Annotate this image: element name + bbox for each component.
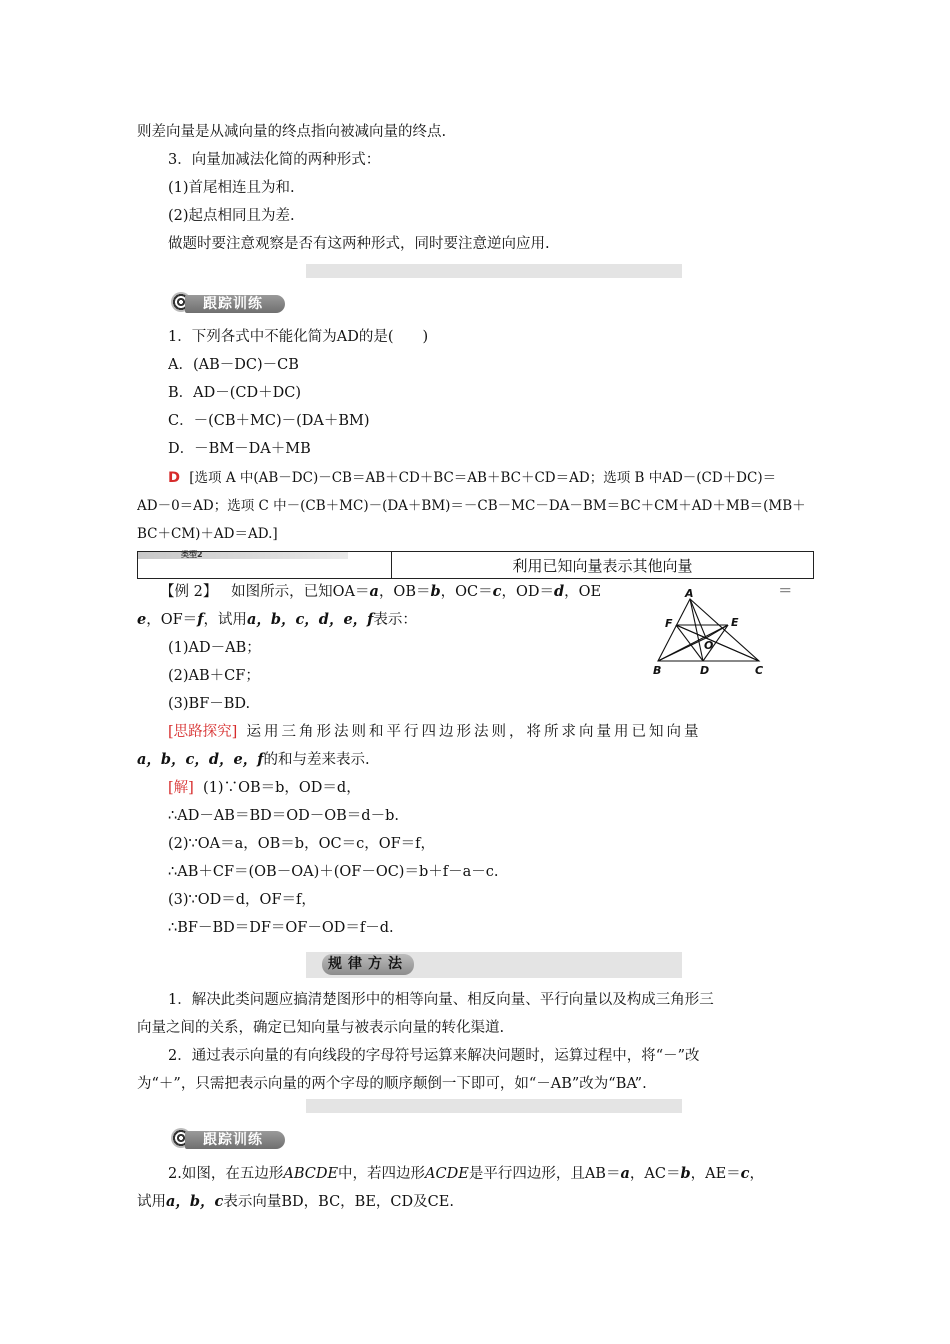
q2-text: 是平行四边形，且AB＝ <box>468 1166 621 1182</box>
var-d: d <box>553 583 565 600</box>
ex2-line-2 <box>137 606 637 634</box>
solution-line-3: (2)∵OA＝a，OB＝b，OC＝c，OF＝f， <box>168 836 436 852</box>
ex2-part-1: (1)AD－AB； <box>168 640 261 656</box>
solution-tag: [解] <box>168 780 194 796</box>
intro-line-5: 做题时要注意观察是否有这两种形式，同时要注意逆向应用. <box>168 236 550 252</box>
rules-line-3: 2．通过表示向量的有向线段的字母符号运算来解决问题时，运算过程中，将“－”改 <box>168 1048 700 1064</box>
q2-text: 2.如图，在五边形 <box>168 1166 284 1182</box>
var-a: a <box>620 1165 630 1182</box>
ex2-text: ，OF＝ <box>146 612 198 628</box>
q1-explanation-1 <box>168 464 815 492</box>
section-divider-2 <box>306 1099 682 1113</box>
solution-line-6: ∴BF－BD＝DF＝OF－OD＝f－d. <box>168 920 394 936</box>
var-e: e <box>137 611 147 628</box>
badge-label-2: 跟踪训练 <box>185 1131 285 1149</box>
intro-line-2: 3．向量加减法化简的两种形式： <box>168 152 381 168</box>
label-f: F <box>665 617 673 630</box>
rules-title: 规律方法 <box>322 954 414 975</box>
q1-answer: D <box>168 470 181 486</box>
q2-abcde: ABCDE <box>283 1166 339 1182</box>
q2-line-2 <box>137 1188 815 1216</box>
ex2-label: 【例 2】 <box>160 584 218 600</box>
q1-explanation-2: AD－0＝AD；选项 C 中－(CB＋MC)－(DA＋BM)＝－CB－MC－DA－BM＝BC＋CM＋AD＋MB＝(MB＋ <box>137 498 806 514</box>
type-tag: 类型2 <box>181 550 203 559</box>
label-o: O <box>704 639 714 652</box>
solution-line-2: ∴AD－AB＝BD＝OD－OB＝d－b. <box>168 808 399 824</box>
ex2-text: ，OD＝ <box>501 584 554 600</box>
label-a: A <box>685 588 694 600</box>
thinking-text-2: 的和与差来表示. <box>263 752 370 768</box>
q2-text: 中，若四边形 <box>338 1166 426 1182</box>
segment-bo <box>658 638 706 661</box>
q2-text: ， <box>749 1166 764 1182</box>
q1-option-c: C．－(CB＋MC)－(DA＋BM) <box>168 413 370 429</box>
ex2-part-3: (3)BF－BD. <box>168 696 251 712</box>
type-tag-bar <box>138 552 348 559</box>
thinking-line-1 <box>168 718 815 746</box>
label-d: D <box>700 664 710 677</box>
thinking-tag: [思路探究] <box>168 724 238 740</box>
q1-explanation-3: BC＋CM)＋AD＝AD.] <box>137 526 278 542</box>
q2-text: 试用 <box>137 1194 166 1210</box>
solution-line-5: (3)∵OD＝d，OF＝f， <box>168 892 316 908</box>
badge-label: 跟踪训练 <box>185 295 285 313</box>
var-c: c <box>492 583 502 600</box>
thinking-vars: a，b，c，d，e，f <box>137 751 264 768</box>
thinking-text: 运用三角形法则和平行四边形法则，将所求向量用已知向量 <box>246 724 702 740</box>
ex2-text: ，OC＝ <box>440 584 493 600</box>
ex2-text: ，OB＝ <box>378 584 431 600</box>
q2-acde: ACDE <box>425 1166 469 1182</box>
q1-option-d: D．－BM－DA＋MB <box>168 441 311 457</box>
rules-line-1: 1．解决此类问题应搞清楚图形中的相等向量、相反向量、平行向量以及构成三角形三 <box>168 992 714 1008</box>
var-a: a <box>369 583 379 600</box>
ex2-equals: ＝ <box>778 584 793 600</box>
q2-text: 表示向量BD，BC，BE，CD及CE. <box>223 1194 454 1210</box>
segment-eo <box>706 625 728 638</box>
label-e: E <box>731 616 739 629</box>
solution-line-1 <box>168 774 815 802</box>
intro-line-4: (2)起点相同且为差. <box>168 208 295 224</box>
intro-line-3: (1)首尾相连且为和. <box>168 180 295 196</box>
q2-line-1 <box>168 1160 815 1188</box>
q2-vars: a，b，c <box>166 1193 224 1210</box>
type-header-box <box>137 551 814 579</box>
ex2-text: ，试用 <box>203 612 247 628</box>
ex2-part-2: (2)AB＋CF； <box>168 668 260 684</box>
tracking-practice-badge-2 <box>171 1128 287 1150</box>
triangle-figure <box>648 588 774 678</box>
type-title: 利用已知向量表示其他向量 <box>512 557 693 575</box>
tracking-practice-badge <box>171 292 287 314</box>
ex2-text: 如图所示，已知OA＝ <box>231 584 370 600</box>
rules-line-4: 为“＋”，只需把表示向量的两个字母的顺序颠倒一下即可，如“－AB”改为“BA”. <box>137 1076 647 1092</box>
var-b: b <box>430 583 441 600</box>
var-f: f <box>197 611 204 628</box>
q2-text: ，AE＝ <box>690 1166 741 1182</box>
q2-text: ，AC＝ <box>629 1166 681 1182</box>
rules-banner <box>306 952 682 978</box>
solution-text: (1)∵OB＝b，OD＝d， <box>203 780 361 796</box>
thinking-line-2 <box>137 746 815 774</box>
intro-line-1: 则差向量是从减向量的终点指向被减向量的终点. <box>137 124 447 140</box>
q1-option-a: A．(AB－DC)－CB <box>168 357 299 373</box>
q1-option-b: B．AD－(CD＋DC) <box>168 385 302 401</box>
segment-co <box>706 638 759 661</box>
label-c: C <box>755 664 764 677</box>
label-b: B <box>653 664 662 677</box>
ex2-text: ，OE <box>564 584 602 600</box>
rules-line-2: 向量之间的关系，确定已知向量与被表示向量的转化渠道. <box>137 1020 505 1036</box>
var-b: b <box>680 1165 691 1182</box>
solution-line-4: ∴AB＋CF＝(OB－OA)＋(OF－OC)＝b＋f－a－c. <box>168 864 499 880</box>
q1-exp-text-1: [选项 A 中(AB－DC)－CB＝AB＋CD＋BC＝AB＋BC＋CD＝AD；选项 B 中AD－(CD＋DC)＝ <box>189 470 777 486</box>
ex2-vars: a，b，c，d，e，f <box>246 611 374 628</box>
section-divider <box>306 264 682 278</box>
q1-stem: 1．下列各式中不能化简为AD的是( ) <box>168 329 429 345</box>
var-c: c <box>740 1165 750 1182</box>
ex2-text: 表示： <box>373 612 417 628</box>
